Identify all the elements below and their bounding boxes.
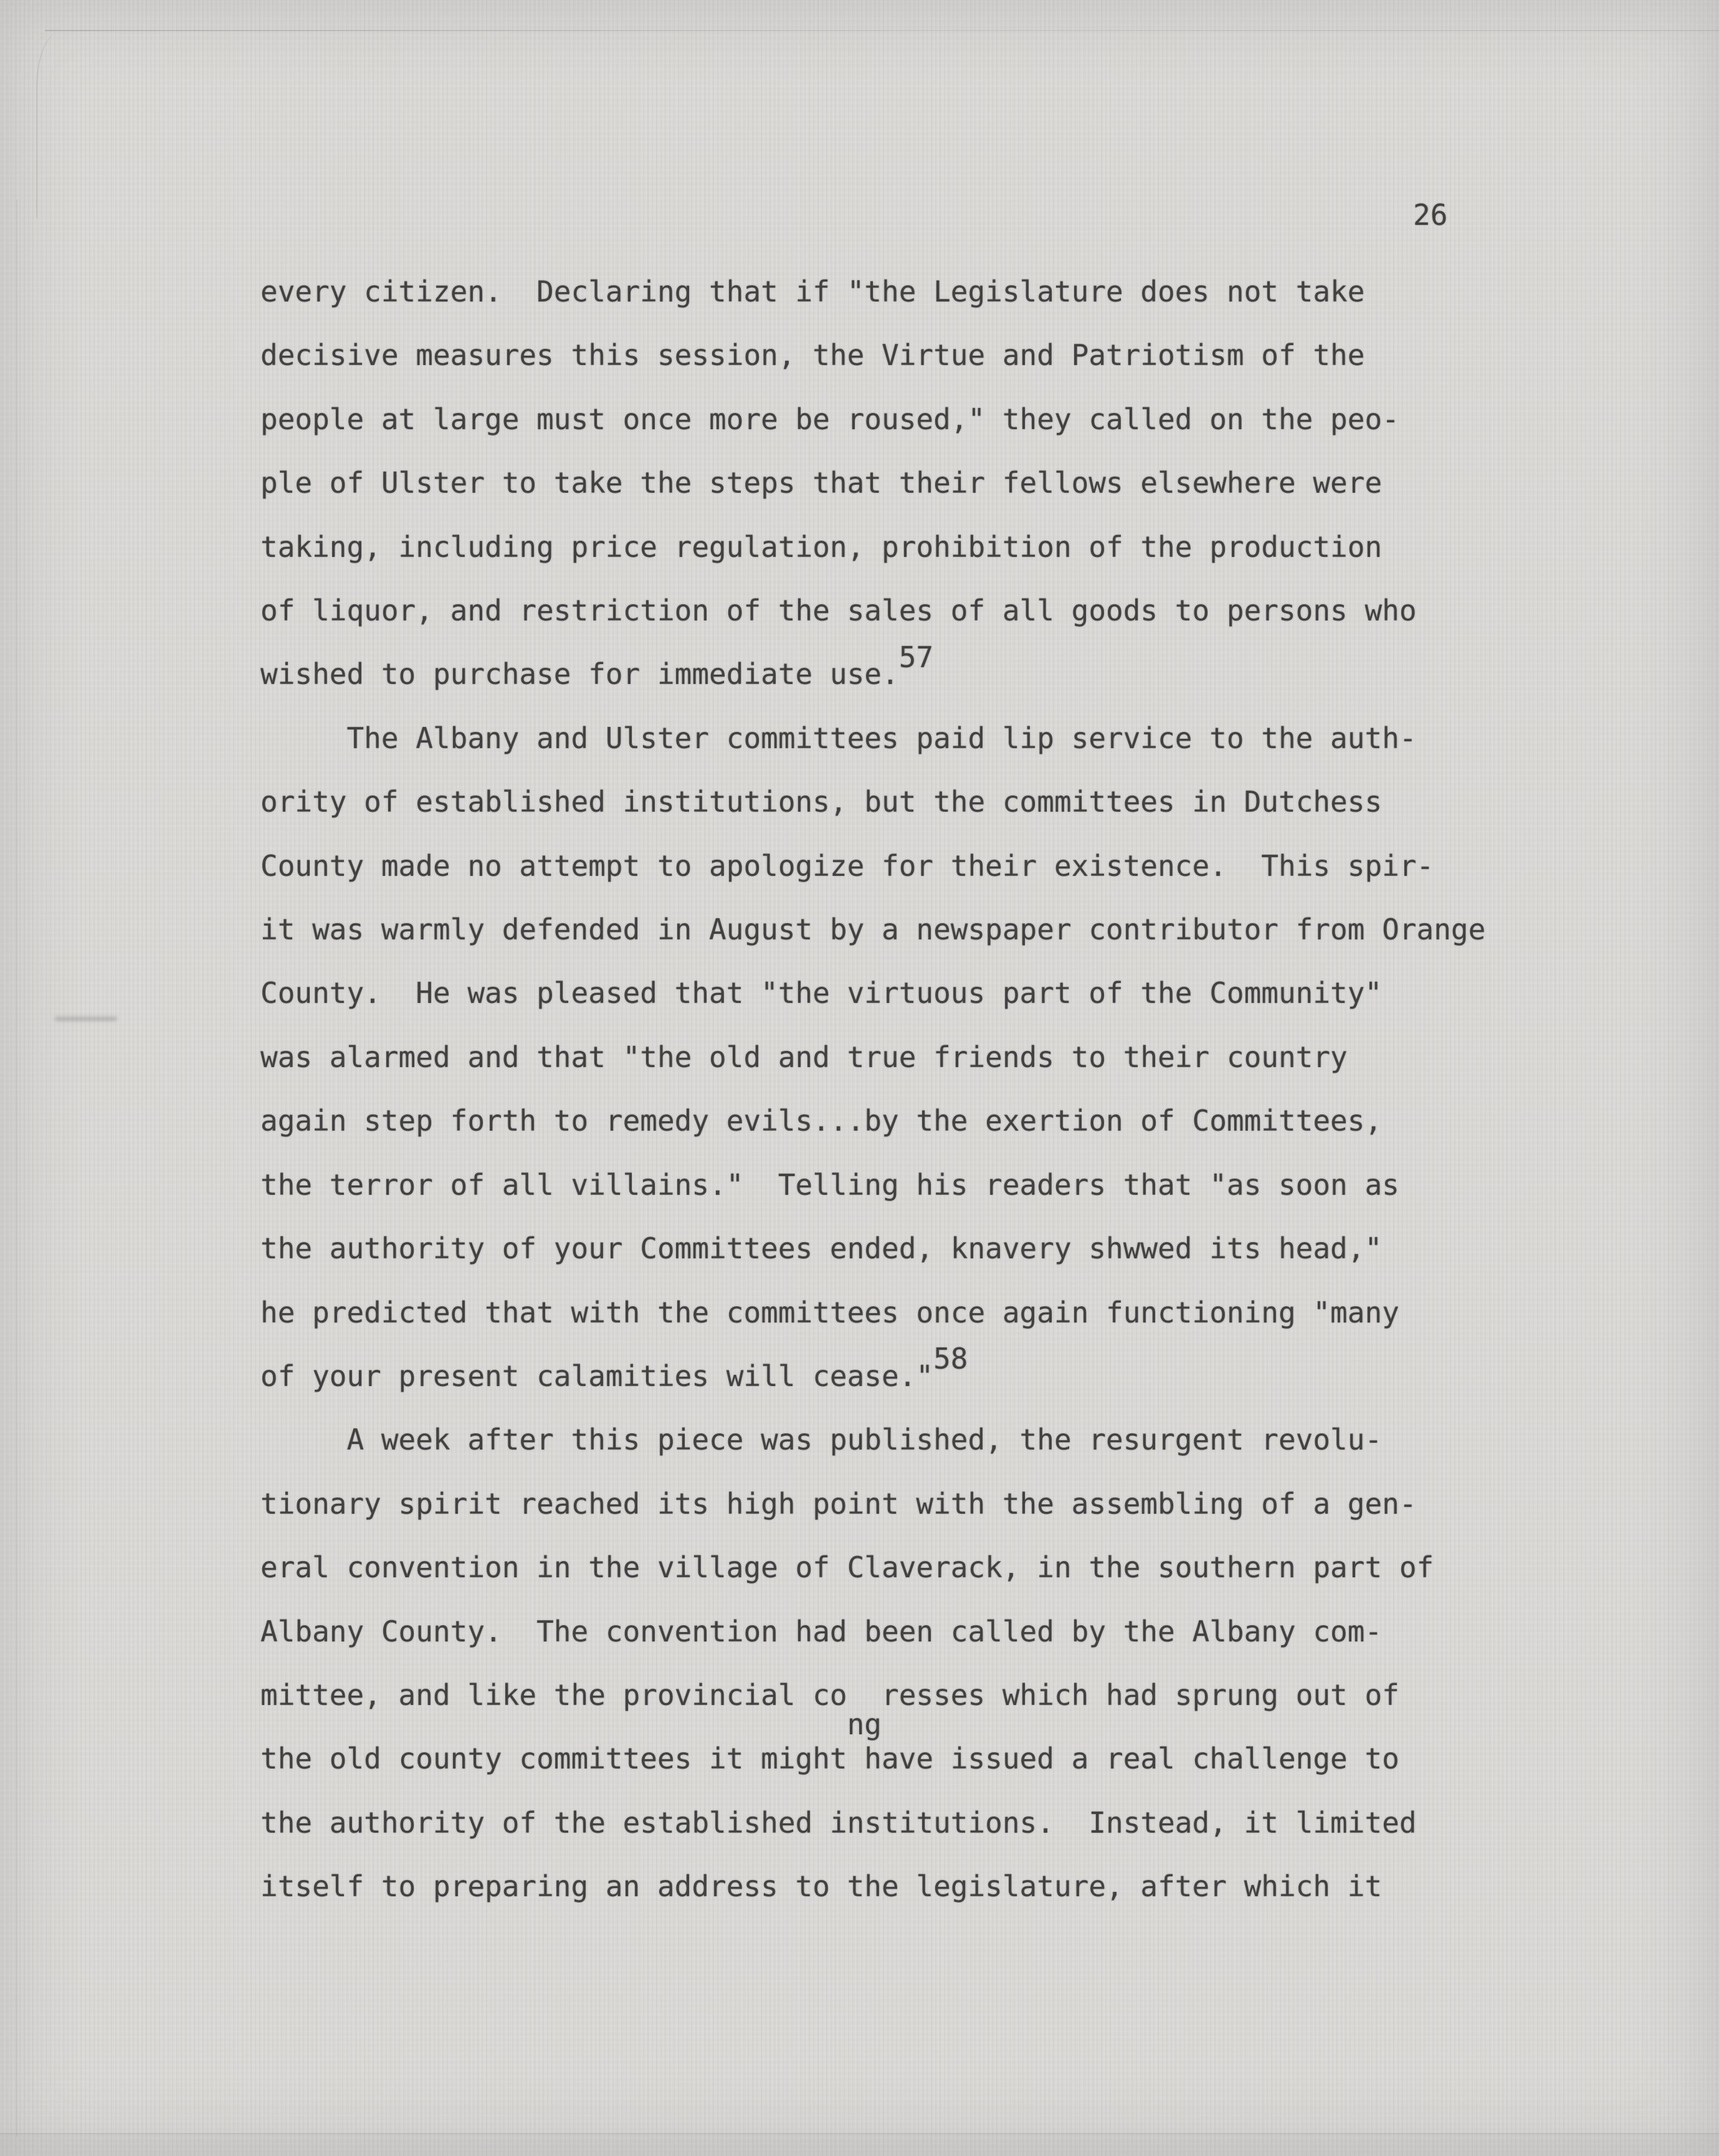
text-segment: ority of established institutions, but the committees in Dutchess bbox=[260, 785, 1383, 819]
text-segment: people at large must once more be roused," they called on the peo- bbox=[260, 402, 1399, 436]
text-segment: the authority of your Committees ended, knavery shwwed its head," bbox=[260, 1232, 1383, 1266]
text-line bbox=[260, 451, 1485, 515]
paper-corner-crease bbox=[36, 31, 69, 218]
text-segment: the terror of all villains." Telling his readers that "as soon as bbox=[260, 1167, 1399, 1202]
text-segment: mittee, and like the provincial co bbox=[260, 1678, 847, 1712]
text-line bbox=[260, 1472, 1485, 1536]
text-line bbox=[260, 1025, 1485, 1089]
text-segment: County made no attempt to apologize for their existence. This spir- bbox=[260, 848, 1434, 883]
text-segment: was alarmed and that "the old and true friends to their country bbox=[260, 1040, 1348, 1074]
text-segment: he predicted that with the committees once again functioning "many bbox=[260, 1295, 1399, 1329]
text-segment: Albany County. The convention had been called by the Albany com- bbox=[260, 1614, 1383, 1648]
text-segment: decisive measures this session, the Virtue and Patriotism of the bbox=[260, 338, 1365, 373]
text-line bbox=[260, 770, 1485, 833]
text-line bbox=[260, 1854, 1485, 1918]
margin-smudge-mark bbox=[55, 1017, 117, 1021]
text-line bbox=[260, 1281, 1485, 1344]
text-line bbox=[260, 260, 1485, 323]
text-segment: eral convention in the village of Claverack, in the southern part of bbox=[260, 1551, 1434, 1585]
text-segment: of liquor, and restriction of the sales of all goods to persons who bbox=[260, 594, 1417, 628]
text-line bbox=[260, 1408, 1485, 1471]
text-line bbox=[260, 1791, 1485, 1854]
text-segment: of your present calamities will cease." bbox=[260, 1359, 934, 1393]
text-line bbox=[260, 1089, 1485, 1152]
page-number: 26 bbox=[1413, 198, 1448, 232]
text-segment: again step forth to remedy evils...by the exertion of Committees, bbox=[260, 1104, 1383, 1138]
text-line bbox=[260, 898, 1485, 961]
footnote-ref: 58 bbox=[933, 1342, 968, 1376]
text-segment: A week after this piece was published, the resurgent revolu- bbox=[260, 1423, 1383, 1457]
text-segment: ple of Ulster to take the steps that their fellows elsewhere were bbox=[260, 466, 1383, 500]
text-line bbox=[260, 1153, 1485, 1217]
text-line bbox=[260, 1663, 1485, 1741]
paper-top-edge bbox=[45, 30, 1719, 31]
text-segment: the authority of the established institutions. Instead, it limited bbox=[260, 1805, 1417, 1840]
paper-left-edge bbox=[16, 199, 17, 2137]
text-segment: tionary spirit reached its high point with the assembling of a gen- bbox=[260, 1486, 1417, 1521]
text-line bbox=[260, 387, 1485, 451]
footnote-ref: 57 bbox=[898, 640, 934, 674]
text-line bbox=[260, 579, 1485, 642]
text-line bbox=[260, 1536, 1485, 1599]
text-line bbox=[260, 1600, 1485, 1663]
typed-text bbox=[260, 260, 1485, 1919]
text-line bbox=[260, 515, 1485, 579]
text-segment: itself to preparing an address to the legislature, after which it bbox=[260, 1869, 1383, 1904]
text-segment: taking, including price regulation, prohibition of the production bbox=[260, 530, 1383, 564]
text-segment: every citizen. Declaring that if "the Legislature does not take bbox=[260, 275, 1365, 308]
text-line bbox=[260, 323, 1485, 387]
paper-bottom-shadow bbox=[0, 2134, 1719, 2156]
text-line bbox=[260, 1344, 1485, 1408]
text-segment: resses which had sprung out of bbox=[882, 1678, 1399, 1712]
text-segment: it was warmly defended in August by a newspaper contributor from Orange bbox=[260, 913, 1486, 947]
text-segment: wished to purchase for immediate use. bbox=[260, 657, 899, 691]
text-line bbox=[260, 834, 1485, 898]
text-segment: the old county committees it might have issued a real challenge to bbox=[260, 1742, 1399, 1776]
dropped-letters: ng bbox=[847, 1707, 882, 1741]
text-segment: The Albany and Ulster committees paid lip service to the auth- bbox=[260, 721, 1417, 755]
text-segment: County. He was pleased that "the virtuous part of the Community" bbox=[260, 976, 1383, 1010]
text-line bbox=[260, 642, 1485, 706]
text-line bbox=[260, 1217, 1485, 1280]
text-line bbox=[260, 706, 1485, 770]
text-line bbox=[260, 961, 1485, 1025]
